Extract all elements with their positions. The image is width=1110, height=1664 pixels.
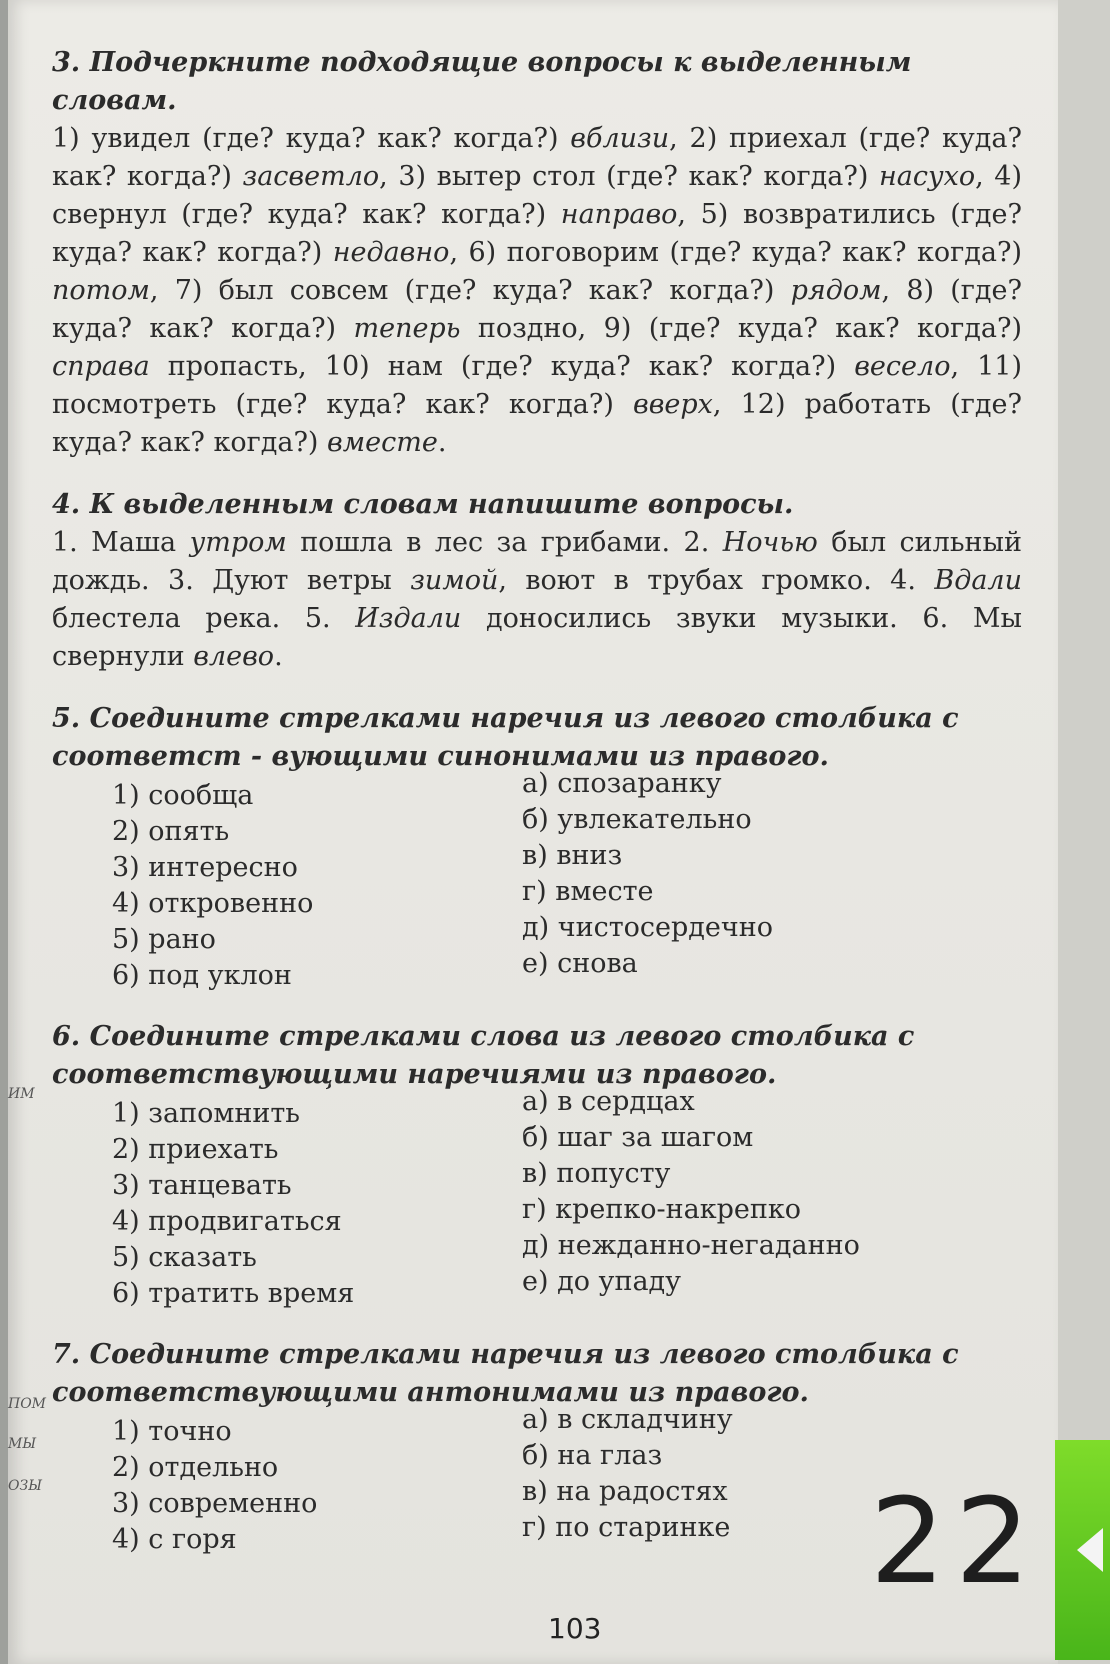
highlighted-word: теперь <box>353 313 461 344</box>
list-item: 2) приехать <box>112 1134 279 1165</box>
exercise-6-right-column <box>522 1086 1002 1312</box>
text-segment: пошла в лес за грибами. 2. <box>286 527 723 558</box>
text-segment: поздно, 9) (где? куда? как? когда?) <box>460 313 1022 344</box>
list-item: 4) откровенно <box>112 888 314 919</box>
list-item: е) снова <box>522 948 638 979</box>
overlay-number: 22 <box>870 1472 1041 1610</box>
list-item: г) крепко-накрепко <box>522 1194 802 1225</box>
exercise-4-text <box>52 524 1022 676</box>
text-segment: 1) увидел (где? куда? как? когда?) <box>52 123 571 154</box>
exercise-5-right-column <box>522 768 1002 994</box>
list-item: б) шаг за шагом <box>522 1122 754 1153</box>
list-item: а) в складчину <box>522 1404 733 1435</box>
page-edge <box>0 0 8 1664</box>
highlighted-word: вверх <box>632 389 713 420</box>
list-item: д) чистосердечно <box>522 912 773 943</box>
list-item: 5) рано <box>112 924 216 955</box>
list-item: 1) запомнить <box>112 1098 300 1129</box>
exercise-5-left-column <box>52 778 522 994</box>
list-item: 5) сказать <box>112 1242 257 1273</box>
list-item: г) по старинке <box>522 1512 731 1543</box>
exercise-5-title: 5. Соедините стрелками наречия из левого столбика с соответст - вующими синонимами из правого. <box>52 703 959 772</box>
exercise-5 <box>52 700 1022 994</box>
list-item: 2) опять <box>112 816 230 847</box>
margin-fragment: ИМ <box>8 1086 35 1102</box>
text-segment: , 8) (где? куда? как? когда?) <box>52 275 1023 344</box>
list-item: 1) сообща <box>112 780 254 811</box>
page-number: 103 <box>548 1612 602 1645</box>
list-item: б) увлекательно <box>522 804 752 835</box>
highlighted-word: влево <box>193 641 275 672</box>
text-segment: 1. Маша <box>52 527 190 558</box>
highlighted-word: справа <box>52 351 150 382</box>
highlighted-word: весело <box>854 351 951 382</box>
list-item: в) вниз <box>522 840 623 871</box>
exercise-6-title: 6. Соедините стрелками слова из левого столбика с соответствующими наречиями из правого. <box>52 1021 915 1090</box>
text-segment: был сильный дождь. 3. Дуют ветры <box>52 527 1023 596</box>
exercise-7-title: 7. Соедините стрелками наречия из левого столбика с соответствующими антонимами из правого. <box>52 1339 959 1408</box>
highlighted-word: потом <box>52 275 150 306</box>
left-arrow-icon <box>1077 1528 1103 1572</box>
text-segment: , 7) был совсем (где? куда? как? когда?) <box>149 275 791 306</box>
list-item: 4) с горя <box>112 1524 237 1555</box>
list-item: в) на радостях <box>522 1476 728 1507</box>
text-segment: доносились звуки музыки. 6. Мы свернули <box>52 603 1022 672</box>
highlighted-word: Издали <box>355 603 462 634</box>
exercise-4 <box>52 486 1022 676</box>
list-item: е) до упаду <box>522 1266 682 1297</box>
list-item: 4) продвигаться <box>112 1206 342 1237</box>
exercise-4-title: 4. К выделенным словам напишите вопросы. <box>52 489 794 520</box>
list-item: 2) отдельно <box>112 1452 279 1483</box>
highlighted-word: рядом <box>790 275 882 306</box>
text-segment: , 6) поговорим (где? куда? как? когда?) <box>449 237 1022 268</box>
text-segment: , 4) свернул (где? куда? как? когда?) <box>52 161 1022 230</box>
list-item: в) попусту <box>522 1158 671 1189</box>
list-item: а) спозаранку <box>522 768 722 799</box>
highlighted-word: направо <box>560 199 678 230</box>
exercise-3-title: 3. Подчеркните подходящие вопросы к выделенным словам. <box>52 47 912 116</box>
margin-fragment: ОЗЫ <box>8 1478 42 1494</box>
list-item: 6) под уклон <box>112 960 292 991</box>
text-segment: , 11) посмотреть (где? куда? как? когда?) <box>52 351 1022 420</box>
highlighted-word: вместе <box>327 427 438 458</box>
exercise-6-left-column <box>52 1096 522 1312</box>
list-item: 3) танцевать <box>112 1170 292 1201</box>
highlighted-word: Ночью <box>722 527 818 558</box>
text-segment: блестела река. 5. <box>52 603 356 634</box>
highlighted-word: вблизи <box>570 123 670 154</box>
list-item: б) на глаз <box>522 1440 663 1471</box>
book-page <box>8 0 1058 1664</box>
list-item: а) в сердцах <box>522 1086 695 1117</box>
list-item: г) вместе <box>522 876 654 907</box>
highlighted-word: насухо <box>878 161 976 192</box>
text-segment: . <box>274 641 283 672</box>
exercise-3 <box>52 44 1022 462</box>
list-item: 3) интересно <box>112 852 298 883</box>
list-item: д) нежданно-негаданно <box>522 1230 860 1261</box>
exercise-7-left-column <box>52 1414 522 1558</box>
margin-fragment: МЫ <box>8 1436 37 1452</box>
text-segment: , 5) возвратились (где? куда? как? когда?) <box>52 199 1023 268</box>
exercises <box>52 44 1022 1582</box>
text-segment: . <box>437 427 447 458</box>
text-segment: , 2) приехал (где? куда? как? когда?) <box>52 123 1023 192</box>
highlighted-word: утром <box>189 527 287 558</box>
margin-fragment: ПОМ <box>8 1396 47 1412</box>
list-item: 3) современно <box>112 1488 318 1519</box>
exercise-6 <box>52 1018 1022 1312</box>
exercise-3-text <box>52 120 1022 462</box>
highlighted-word: недавно <box>332 237 450 268</box>
list-item: 6) тратить время <box>112 1278 355 1309</box>
text-segment: , воют в трубах громко. 4. <box>498 565 935 596</box>
back-arrow-tab[interactable] <box>1055 1440 1110 1660</box>
highlighted-word: Вдали <box>934 565 1022 596</box>
text-segment: , 12) работать (где? куда? как? когда?) <box>52 389 1022 458</box>
list-item: 1) точно <box>112 1416 232 1447</box>
highlighted-word: зимой <box>410 565 499 596</box>
text-segment: пропасть, 10) нам (где? куда? как? когда?) <box>149 351 855 382</box>
text-segment: , 3) вытер стол (где? как? когда?) <box>379 161 879 192</box>
highlighted-word: засветло <box>242 161 380 192</box>
